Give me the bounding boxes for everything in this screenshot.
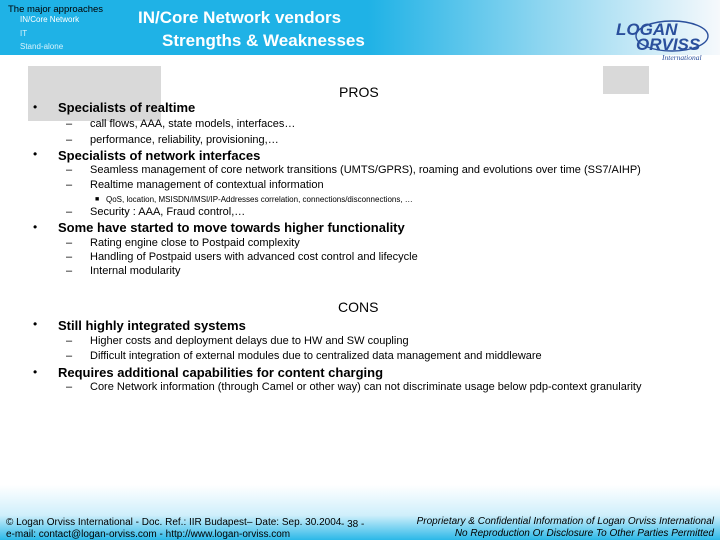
pros-item-higher-functionality: Some have started to move towards higher functionality (58, 220, 405, 235)
pros-sub-item: Security : AAA, Fraud control,… (90, 206, 246, 218)
footer-disclosure: No Reproduction Or Disclosure To Other Parties Permitted (454, 528, 714, 539)
page-number: - 38 - (341, 519, 365, 530)
title-line-1: IN/Core Network vendors (138, 8, 342, 27)
bullet-icon: • (33, 365, 38, 379)
cons-item-integrated-systems: Still highly integrated systems (58, 318, 246, 333)
pros-sub-item: Seamless management of core network transitions (UMTS/GPRS), roaming and evolutions over time (SS7/AIHP) (90, 164, 641, 176)
footer-proprietary: Proprietary & Confidential Information of Logan Orviss International (416, 516, 714, 527)
pros-item-realtime: Specialists of realtime (58, 100, 196, 115)
footer-copyright: © Logan Orviss International - Doc. Ref.: IIR Budapest– Date: Sep. 30.2004 (6, 517, 342, 528)
pros-heading: PROS (339, 84, 379, 100)
bullet-icon: • (33, 100, 38, 114)
bullet-icon: • (33, 147, 38, 161)
pros-sub-sub-item: QoS, location, MSISDN/IMSI/IP-Addresses correlation, connections/disconnections, … (106, 195, 413, 204)
sidebar-item-it[interactable]: IT (20, 29, 28, 38)
pros-sub-item: performance, reliability, provisioning,… (90, 134, 279, 146)
sidebar-title: The major approaches (8, 4, 104, 15)
page-title (138, 6, 365, 52)
cons-sub-item: Difficult integration of external modules due to centralized data management and middleware (90, 350, 542, 362)
dash-icon: – (66, 179, 73, 191)
pros-sub-item: Rating engine close to Postpaid complexity (90, 237, 300, 249)
pros-sub-item: Internal modularity (90, 265, 181, 277)
footer-contact: e-mail: contact@logan-orviss.com - http://www.logan-orviss.com (6, 529, 291, 540)
dash-icon: – (66, 251, 73, 263)
cons-heading: CONS (338, 299, 379, 315)
dash-icon: – (66, 237, 73, 249)
cons-item-content-charging: Requires additional capabilities for content charging (58, 365, 384, 380)
logo-text-international: International (662, 53, 702, 62)
footer-right (417, 516, 714, 540)
dash-icon: – (66, 350, 73, 362)
cons-sub-item: Higher costs and deployment delays due to HW and SW coupling (90, 335, 409, 347)
logan-orviss-logo (610, 18, 710, 62)
logo-text-logan: LOGAN (616, 20, 678, 39)
dash-icon: – (66, 381, 73, 393)
logo-text-orviss: ORVISS (636, 35, 701, 54)
square-bullet-icon: ■ (95, 196, 100, 203)
sidebar-item-stand-alone[interactable]: Stand-alone (20, 42, 64, 51)
dash-icon: – (66, 335, 73, 347)
dash-icon: – (66, 164, 73, 176)
dash-icon: – (66, 118, 73, 130)
footer-left (6, 517, 341, 541)
decorative-grey-block-small (603, 66, 649, 94)
pros-sub-item: call flows, AAA, state models, interfaces… (90, 118, 296, 130)
dash-icon: – (66, 134, 73, 146)
bullet-icon: • (33, 220, 38, 234)
bullet-icon: • (33, 317, 38, 331)
dash-icon: – (66, 265, 73, 277)
title-line-2: Strengths & Weaknesses (162, 31, 365, 50)
sidebar-item-in-core-network[interactable]: IN/Core Network (20, 15, 80, 24)
dash-icon: – (66, 206, 73, 218)
pros-sub-item: Realtime management of contextual information (90, 179, 324, 191)
pros-sub-item: Handling of Postpaid users with advanced cost control and lifecycle (90, 251, 418, 263)
cons-sub-item: Core Network information (through Camel or other way) can not discriminate usage below pdp-context granularity (90, 381, 642, 393)
pros-item-network-interfaces: Specialists of network interfaces (58, 148, 261, 163)
